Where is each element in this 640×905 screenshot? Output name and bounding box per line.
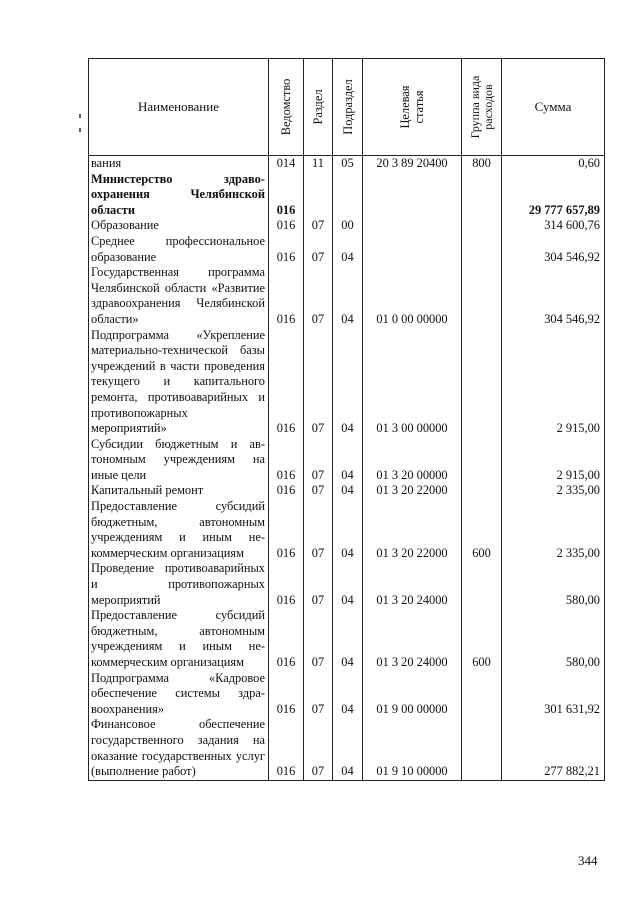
header-celevaya-label: Целевая статья	[398, 85, 426, 129]
row-celevaya-statya	[363, 218, 462, 234]
table-row	[89, 218, 605, 234]
row-gruppa	[462, 218, 502, 234]
row-summa: 2 915,00	[502, 437, 605, 484]
row-summa: 304 546,92	[502, 265, 605, 327]
row-podrazdel: 04	[333, 234, 363, 265]
header-vedomstvo-label: Ведомство	[279, 78, 293, 136]
header-celevaya	[363, 59, 462, 156]
row-celevaya-statya: 01 3 20 24000	[363, 608, 462, 670]
row-vedomstvo: 014	[269, 156, 304, 172]
table-row	[89, 172, 605, 219]
row-podrazdel: 04	[333, 265, 363, 327]
row-celevaya-statya	[363, 234, 462, 265]
row-gruppa: 600	[462, 499, 502, 561]
row-vedomstvo: 016	[269, 172, 304, 219]
row-vedomstvo: 016	[269, 671, 304, 718]
row-podrazdel: 04	[333, 608, 363, 670]
row-vedomstvo: 016	[269, 437, 304, 484]
row-gruppa	[462, 717, 502, 780]
row-celevaya-statya: 01 9 00 00000	[363, 671, 462, 718]
row-razdel: 07	[304, 234, 333, 265]
table-row	[89, 265, 605, 327]
row-vedomstvo: 016	[269, 265, 304, 327]
row-gruppa: 600	[462, 608, 502, 670]
row-summa: 0,60	[502, 156, 605, 172]
row-razdel: 07	[304, 671, 333, 718]
row-celevaya-statya: 01 0 00 00000	[363, 265, 462, 327]
table-row	[89, 499, 605, 561]
row-summa: 314 600,76	[502, 218, 605, 234]
row-razdel: 07	[304, 265, 333, 327]
header-podrazdel	[333, 59, 363, 156]
row-name: Предоставление субсидий бюджетным, автономным учреждениям и иным некоммерческим организациям	[89, 608, 269, 670]
row-celevaya-statya	[363, 172, 462, 219]
row-podrazdel: 00	[333, 218, 363, 234]
table-row	[89, 156, 605, 172]
row-vedomstvo: 016	[269, 328, 304, 437]
row-vedomstvo: 016	[269, 608, 304, 670]
row-podrazdel: 04	[333, 499, 363, 561]
table-row	[89, 328, 605, 437]
row-summa: 2 335,00	[502, 499, 605, 561]
table-row	[89, 561, 605, 608]
row-vedomstvo: 016	[269, 483, 304, 499]
row-gruppa	[462, 483, 502, 499]
row-vedomstvo: 016	[269, 717, 304, 780]
header-summa: Сумма	[502, 59, 605, 156]
row-razdel: 07	[304, 561, 333, 608]
row-razdel: 07	[304, 328, 333, 437]
row-podrazdel	[333, 172, 363, 219]
row-podrazdel: 04	[333, 671, 363, 718]
header-name: Наименование	[89, 59, 269, 156]
row-vedomstvo: 016	[269, 561, 304, 608]
row-name: Государственная программа Челябинской области «Развитие здравоохранения Челябинской области»	[89, 265, 269, 327]
row-name: Субсидии бюджетным и автономным учреждениям на иные цели	[89, 437, 269, 484]
row-podrazdel: 05	[333, 156, 363, 172]
row-name: Подпрограмма «Укрепление материально-технической базы учреждений в части проведения текущего и капитального ремонта, противоаварийных и противопожарных мероприятий»	[89, 328, 269, 437]
row-podrazdel: 04	[333, 437, 363, 484]
row-vedomstvo: 016	[269, 499, 304, 561]
row-razdel: 07	[304, 483, 333, 499]
row-celevaya-statya: 01 9 10 00000	[363, 717, 462, 780]
table-row	[89, 671, 605, 718]
header-gruppa-label: Группа вида расходов	[467, 75, 495, 139]
row-celevaya-statya: 01 3 20 00000	[363, 437, 462, 484]
table-body	[89, 156, 605, 781]
row-name: вания	[89, 156, 269, 172]
row-gruppa	[462, 172, 502, 219]
row-vedomstvo: 016	[269, 218, 304, 234]
row-razdel: 07	[304, 218, 333, 234]
margin-mark	[79, 128, 81, 132]
table-row	[89, 437, 605, 484]
table-row	[89, 608, 605, 670]
row-celevaya-statya: 01 3 20 22000	[363, 499, 462, 561]
row-name: Капитальный ремонт	[89, 483, 269, 499]
row-summa: 580,00	[502, 608, 605, 670]
row-gruppa	[462, 328, 502, 437]
row-summa: 2 915,00	[502, 328, 605, 437]
row-name: Среднее профессиональное образование	[89, 234, 269, 265]
row-razdel	[304, 172, 333, 219]
header-podrazdel-label: Подраздел	[340, 79, 355, 135]
row-podrazdel: 04	[333, 483, 363, 499]
header-razdel-label: Раздел	[311, 89, 325, 125]
table-row	[89, 717, 605, 780]
row-gruppa	[462, 234, 502, 265]
table-header-row	[89, 59, 605, 156]
row-name: Проведение противоаварийных и противопожарных мероприятий	[89, 561, 269, 608]
row-summa: 580,00	[502, 561, 605, 608]
row-gruppa: 800	[462, 156, 502, 172]
row-podrazdel: 04	[333, 717, 363, 780]
row-razdel: 07	[304, 608, 333, 670]
row-gruppa	[462, 437, 502, 484]
row-vedomstvo: 016	[269, 234, 304, 265]
row-razdel: 07	[304, 437, 333, 484]
row-summa: 29 777 657,89	[502, 172, 605, 219]
row-podrazdel: 04	[333, 328, 363, 437]
row-razdel: 07	[304, 717, 333, 780]
budget-table	[88, 58, 605, 781]
row-celevaya-statya: 01 3 00 00000	[363, 328, 462, 437]
row-name: Подпрограмма «Кадровое обеспечение системы здравоохранения»	[89, 671, 269, 718]
row-celevaya-statya: 01 3 20 22000	[363, 483, 462, 499]
row-gruppa	[462, 671, 502, 718]
row-summa: 277 882,21	[502, 717, 605, 780]
header-vedomstvo	[269, 59, 304, 156]
row-summa: 301 631,92	[502, 671, 605, 718]
row-name: Образование	[89, 218, 269, 234]
row-razdel: 07	[304, 499, 333, 561]
margin-mark	[79, 114, 81, 118]
header-razdel	[304, 59, 333, 156]
row-name: Финансовое обеспечение государственного задания на оказание государственных услуг (выполнение работ)	[89, 717, 269, 780]
row-razdel: 11	[304, 156, 333, 172]
row-summa: 304 546,92	[502, 234, 605, 265]
row-celevaya-statya: 01 3 20 24000	[363, 561, 462, 608]
table-row	[89, 234, 605, 265]
row-name: Предоставление субсидий бюджетным, автономным учреждениям и иным некоммерческим организациям	[89, 499, 269, 561]
page-number: 344	[578, 853, 598, 868]
table-row	[89, 483, 605, 499]
row-gruppa	[462, 561, 502, 608]
row-podrazdel: 04	[333, 561, 363, 608]
header-gruppa	[462, 59, 502, 156]
row-name: Министерство здравоохранения Челябинской области	[89, 172, 269, 219]
row-celevaya-statya: 20 3 89 20400	[363, 156, 462, 172]
row-summa: 2 335,00	[502, 483, 605, 499]
row-gruppa	[462, 265, 502, 327]
